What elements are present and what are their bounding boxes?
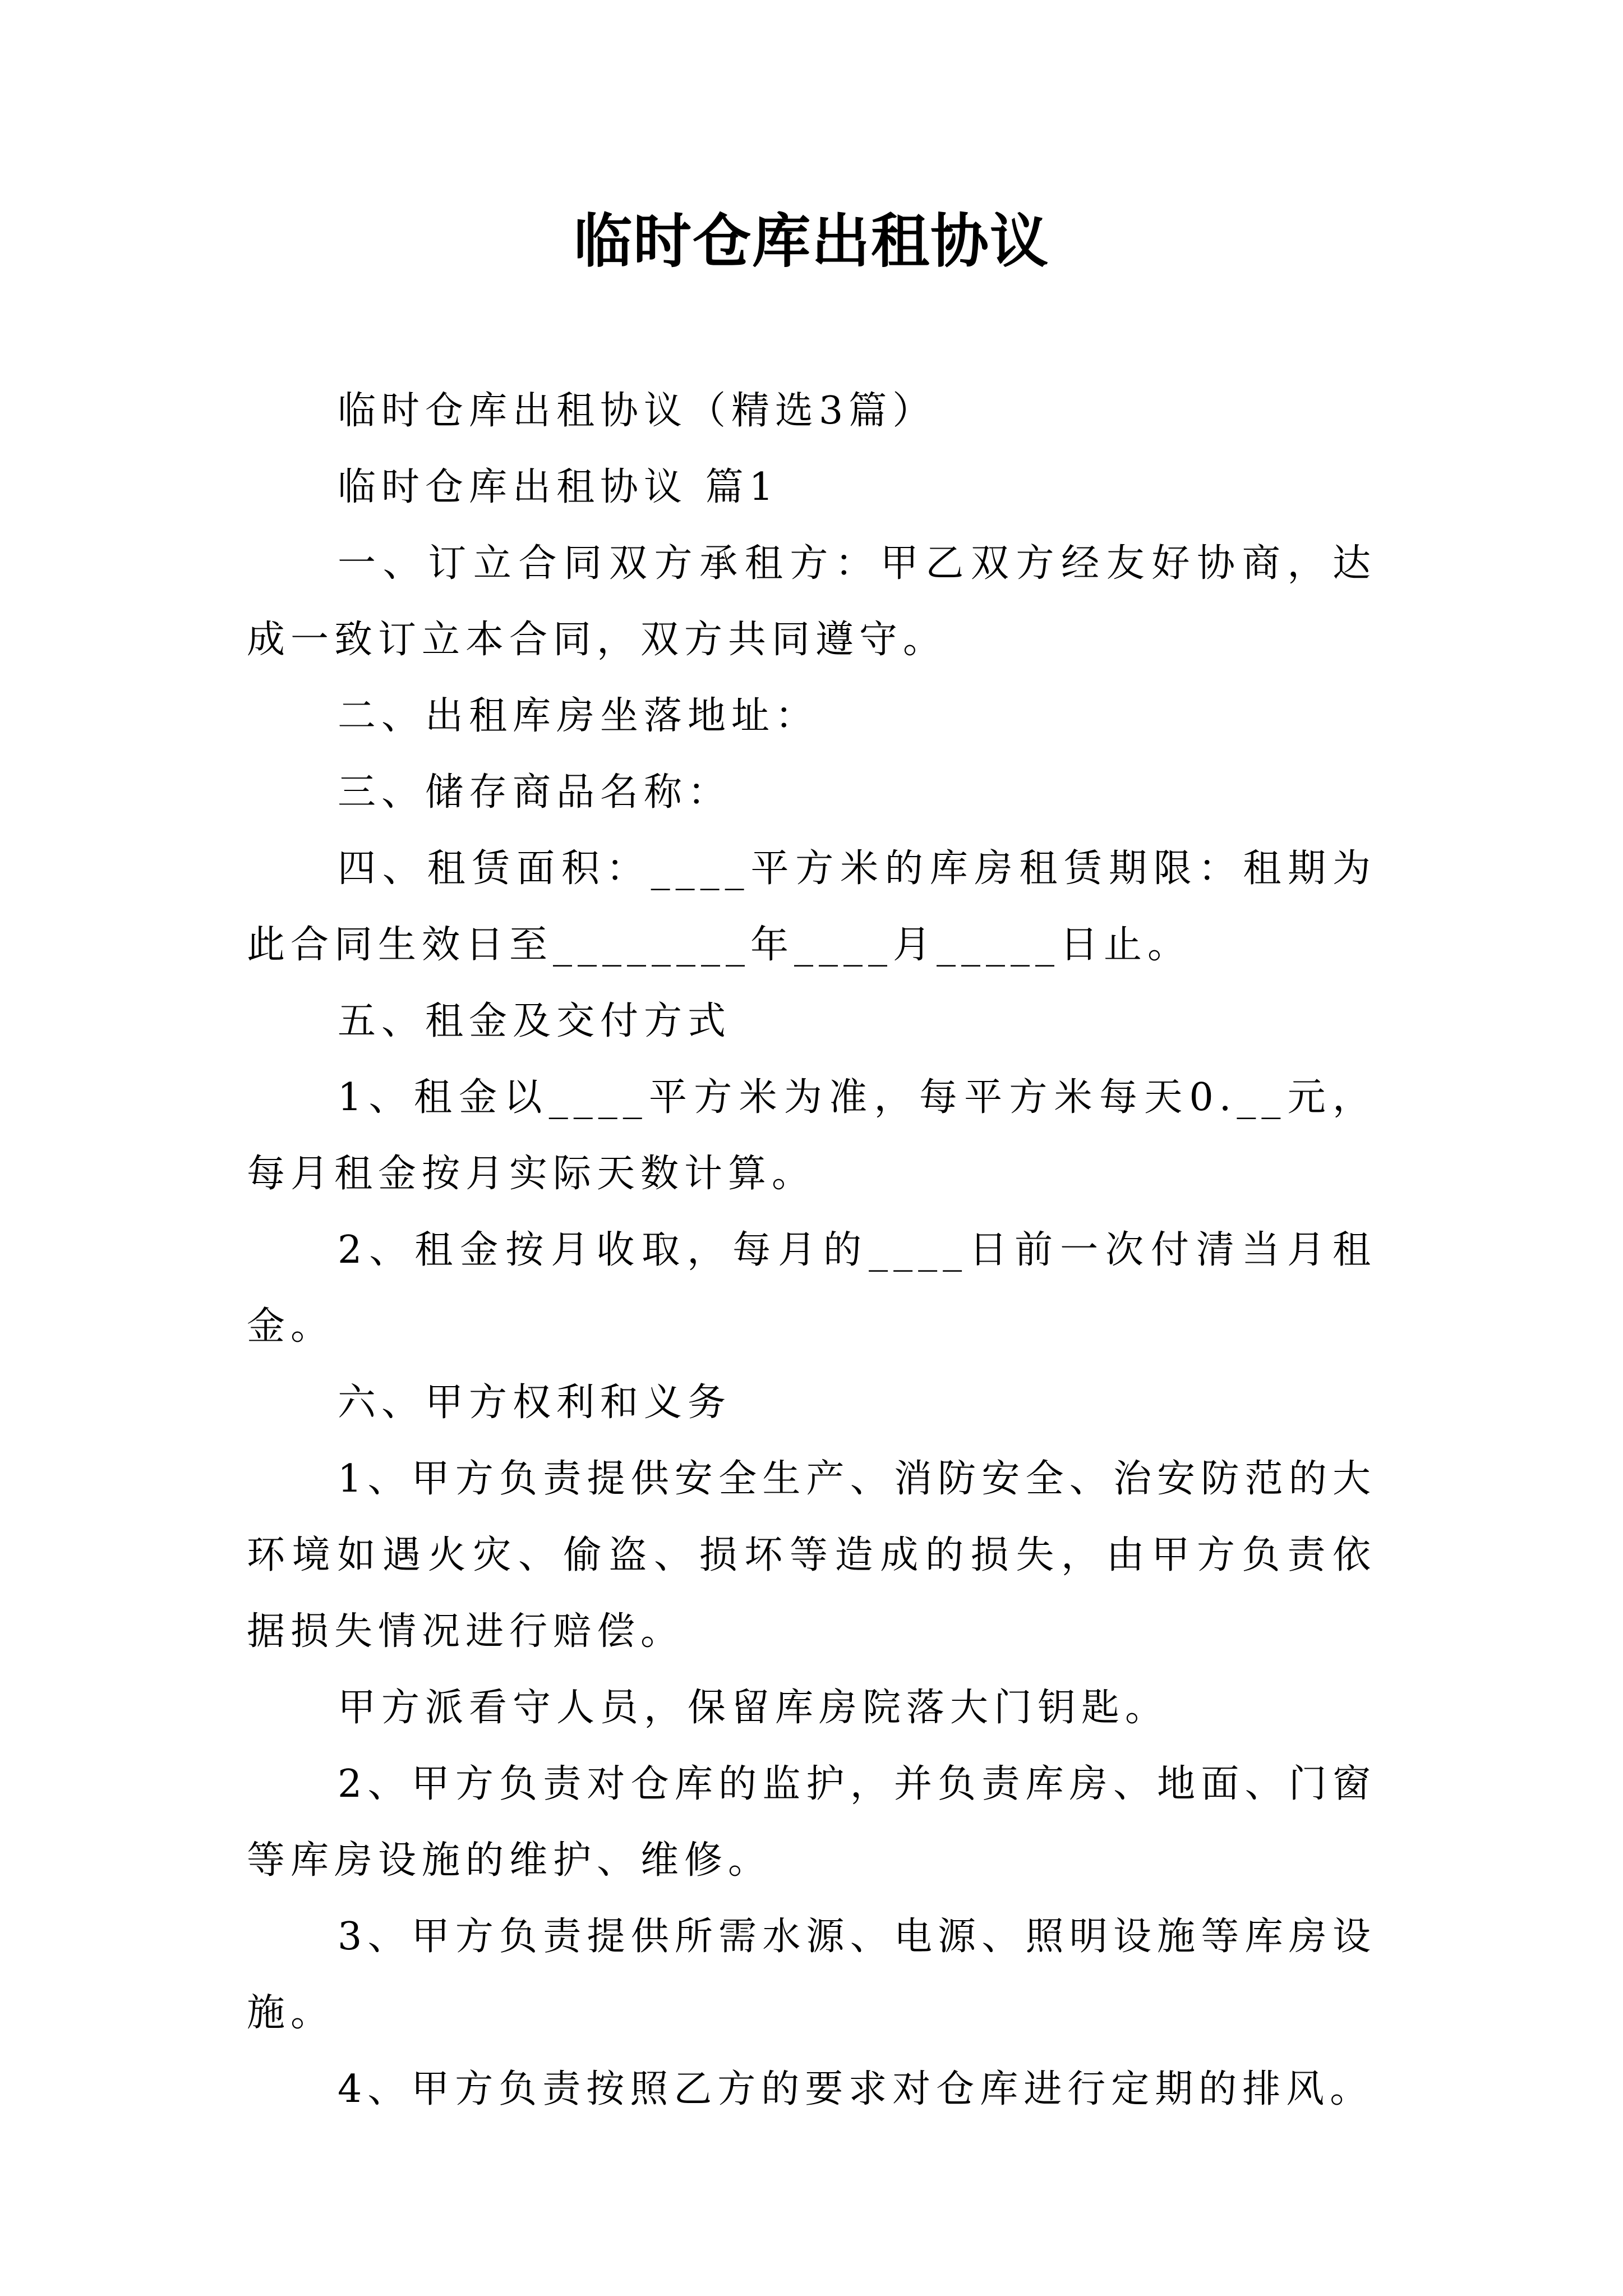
paragraph-section-heading: 临时仓库出租协议 篇1 <box>338 465 779 509</box>
paragraph-clause-4: 四、租赁面积：____平方米的库房租赁期限：租期为此合同生效日至________年____月_____日止。 <box>247 846 1376 967</box>
paragraph-clause-5-2: 2、租金按月收取，每月的____日前一次付清当月租金。 <box>247 1228 1376 1349</box>
paragraph-clause-5-1: 1、租金以____平方米为准，每平方米每天0.__元，每月租金按月实际天数计算。 <box>247 1075 1376 1196</box>
paragraph-clause-6-4: 4、甲方负责按照乙方的要求对仓库进行定期的排风。 <box>338 2067 1374 2111</box>
paragraph-clause-5: 五、租金及交付方式 <box>338 999 732 1043</box>
paragraph-clause-2: 二、出租库房坐落地址： <box>338 694 819 738</box>
paragraph-clause-6-note: 甲方派看守人员，保留库房院落大门钥匙。 <box>338 1686 1169 1730</box>
paragraph-clause-6: 六、甲方权利和义务 <box>338 1381 732 1425</box>
document-title: 临时仓库出租协议 <box>573 206 1049 275</box>
paragraph-subtitle: 临时仓库出租协议（精选3篇） <box>338 389 937 433</box>
paragraph-clause-3: 三、储存商品名称： <box>338 770 732 815</box>
paragraph-clause-6-2: 2、甲方负责对仓库的监护，并负责库房、地面、门窗等库房设施的维护、维修。 <box>247 1762 1376 1883</box>
paragraph-clause-6-1: 1、甲方负责提供安全生产、消防安全、治安防范的大环境如遇火灾、偷盗、损坏等造成的损失，由甲方负责依据损失情况进行赔偿。 <box>247 1457 1376 1654</box>
paragraph-clause-6-3: 3、甲方负责提供所需水源、电源、照明设施等库房设施。 <box>247 1915 1376 2035</box>
document-body <box>247 373 1376 2128</box>
paragraph-clause-1: 一、订立合同双方承租方：甲乙双方经友好协商，达成一致订立本合同，双方共同遵守。 <box>247 541 1376 662</box>
